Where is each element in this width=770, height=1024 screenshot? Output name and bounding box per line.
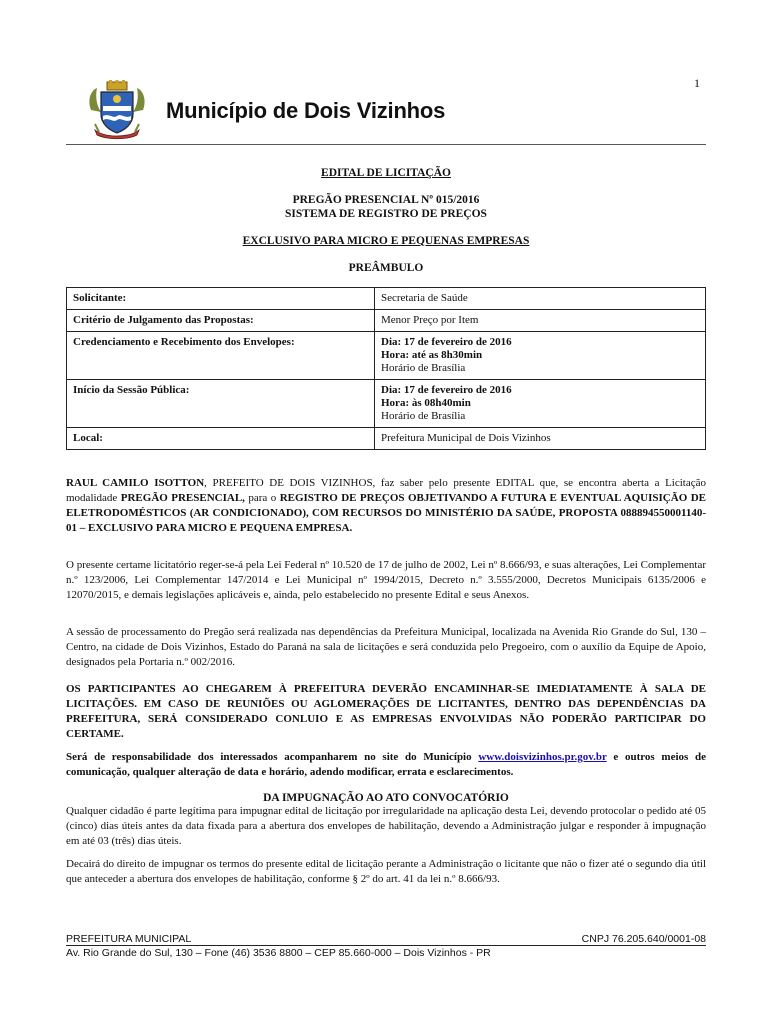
table-label: Critério de Julgamento das Propostas: <box>67 310 375 332</box>
table-row <box>67 332 706 380</box>
header-divider <box>66 144 706 145</box>
footer-address: Av. Rio Grande do Sul, 130 – Fone (46) 3536 8800 – CEP 85.660-000 – Dois Vizinhos - PR <box>66 947 491 959</box>
footer-cnpj: CNPJ 76.205.640/0001-08 <box>581 933 706 945</box>
table-value-line: Dia: 17 de fevereiro de 2016 <box>381 384 512 396</box>
edital-heading: EDITAL DE LICITAÇÃO <box>321 167 451 179</box>
paragraph-impugnacao: Qualquer cidadão é parte legítima para impugnar edital de licitação por irregularidade na aplicação desta Lei, devendo protocolar o pedido até 05 (cinco) dias úteis antes da data fixada para a abertura dos envelopes de habilitação, devendo a Administração julgar e responder à impugnação em até 03 (três) dias úteis. <box>66 805 706 847</box>
table-value-line: Hora: até as 8h30min <box>381 349 483 361</box>
preambulo-heading: PREÂMBULO <box>348 262 424 274</box>
mayor-name: RAUL CAMILO ISOTTON <box>66 477 205 489</box>
page-number: 1 <box>694 76 700 90</box>
table-value-line: Horário de Brasília <box>381 362 466 374</box>
table-row <box>67 288 706 310</box>
table-row <box>67 310 706 332</box>
responsibility-text-a: Será de responsabilidade dos interessados acompanharem no site do Município <box>66 751 479 763</box>
table-value-line: Menor Preço por Item <box>381 314 479 326</box>
table-label: Credenciamento e Recebimento dos Envelopes: <box>67 332 375 380</box>
table-value-line: Horário de Brasília <box>381 410 466 422</box>
table-value <box>375 332 706 380</box>
table-value <box>375 428 706 450</box>
table-row <box>67 380 706 428</box>
table-label: Solicitante: <box>67 288 375 310</box>
paragraph-intro <box>66 476 706 536</box>
intro-modality: PREGÃO PRESENCIAL, <box>120 492 245 504</box>
responsibility-text-b: e outros meios de comunicação, qualquer alteração de data e horário, adendo modificar, errata e esclarecimentos. <box>66 751 706 778</box>
intro-text-c: para o <box>244 492 280 504</box>
paragraph-responsibility <box>66 750 706 780</box>
table-value-line: Secretaria de Saúde <box>381 292 468 304</box>
paragraph-session: A sessão de processamento do Pregão será realizada nas dependências da Prefeitura Municipal, localizada na Avenida Rio Grande do Sul, 130 – Centro, na cidade de Dois Vizinhos, Estado do Paraná na sala de licitações e será conduzida pelo Pregoeiro, com o auxílio da Equipe de Apoio, designados pela Portaria n.º 002/2016. <box>66 626 706 668</box>
footer-top-row <box>66 933 706 946</box>
footer <box>66 933 706 959</box>
footer-org: PREFEITURA MUNICIPAL <box>66 933 192 945</box>
municipality-site-link[interactable]: www.doisvizinhos.pr.gov.br <box>478 751 607 763</box>
paragraph-decadencia: Decairá do direito de impugnar os termos do presente edital de licitação perante a Administração o licitante que não o fizer até o segundo dia útil que anteceder a abertura dos envelopes de habilitação, conforme § 2º do art. 41 da lei n.º 8.666/93. <box>66 858 706 885</box>
table-value <box>375 310 706 332</box>
table-value <box>375 380 706 428</box>
table-row <box>67 428 706 450</box>
table-value-line: Prefeitura Municipal de Dois Vizinhos <box>381 432 551 444</box>
table-value <box>375 288 706 310</box>
preamble-table <box>66 287 706 450</box>
pregao-heading: PREGÃO PRESENCIAL Nº 015/2016 <box>292 194 480 206</box>
intro-text-a: , PREFEITO DE DOIS VIZINHOS, faz saber pelo presente EDITAL que, se encontra aberta a Licitação modalidade <box>66 477 706 504</box>
impugnacao-heading: DA IMPUGNAÇÃO AO ATO CONVOCATÓRIO <box>263 792 509 804</box>
paragraph-legislation: O presente certame licitatório reger-se-á pela Lei Federal nº 10.520 de 17 de julho de 2002, Lei nº 8.666/93, e suas alterações, Lei Complementar n.º 123/2006, Lei Complementar 147/2014 e Lei Municipal nº 1994/2015, Decreto n.º 3.555/2000, Decretos Municipais 6135/2006 e 12070/2015, e demais legislações aplicáveis e, ainda, pelo estabelecido no presente Edital e seus Anexos. <box>66 559 706 601</box>
sistema-heading: SISTEMA DE REGISTRO DE PREÇOS <box>285 208 487 220</box>
exclusivo-heading: EXCLUSIVO PARA MICRO E PEQUENAS EMPRESAS <box>242 235 530 247</box>
table-label: Local: <box>67 428 375 450</box>
table-value-line: Dia: 17 de fevereiro de 2016 <box>381 336 512 348</box>
paragraph-warning: OS PARTICIPANTES AO CHEGAREM À PREFEITURA DEVERÃO ENCAMINHAR-SE IMEDIATAMENTE À SALA DE LICITAÇÕES. EM CASO DE REUNIÕES OU AGLOMERAÇÕES DE LICITANTES, DENTRO DAS DEPENDÊNCIAS DA PREFEITURA, SERÁ CONSIDERADO CONLUIO E AS EMPRESAS ENVOLVIDAS NÃO PODERÃO PARTICIPAR DO CERTAME. <box>66 683 706 740</box>
intro-object: REGISTRO DE PREÇOS OBJETIVANDO A FUTURA E EVENTUAL AQUISIÇÃO DE ELETRODOMÉSTICOS (AR CONDICIONADO), COM RECURSOS DO MINISTÉRIO DA SAÚDE, PROPOSTA 088894550001140-01 – EXCLUSIVO PARA MICRO E PEQUENA EMPRESA. <box>66 492 706 534</box>
table-label: Início da Sessão Pública: <box>67 380 375 428</box>
municipal-coat-of-arms-icon <box>85 80 149 140</box>
page-title: Município de Dois Vizinhos <box>166 98 446 123</box>
table-value-line: Hora: às 08h40min <box>381 397 471 409</box>
